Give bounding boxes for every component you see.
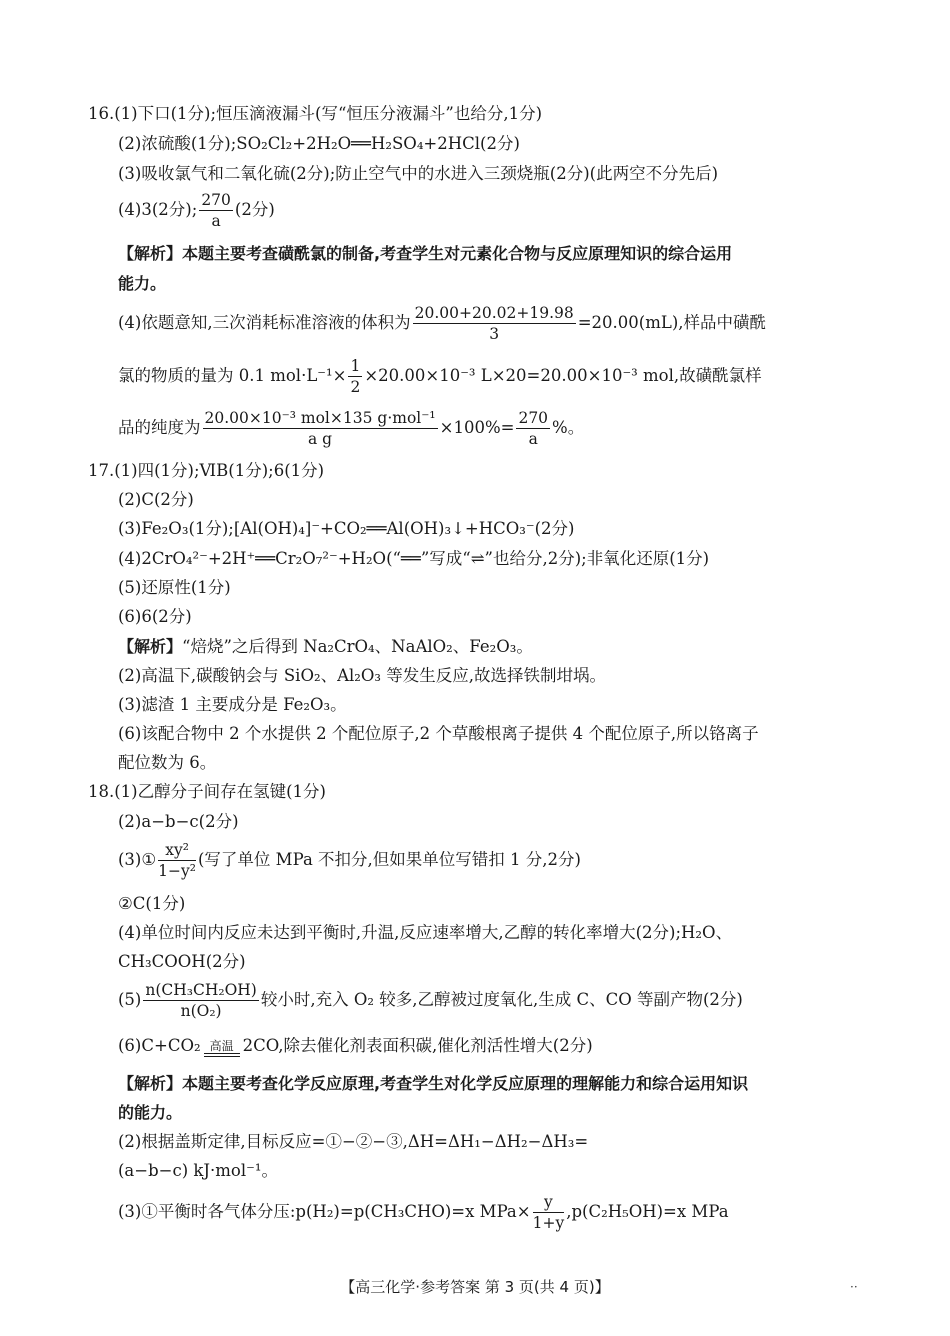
q17-line-3: (3)Fe₂O₃(1分);[Al(OH)₄]⁻+CO₂══Al(OH)₃↓+HCO₃⁻(2分) bbox=[118, 519, 575, 538]
q16-calc-3: 品的纯度为 $\frac{\text{20.00×10⁻³ mol×135 g·mol⁻¹}}{\text{a g}}$ ×100%= $\frac{270}{a}$ %。 bbox=[118, 409, 585, 448]
q16-calc-2: 氯的物质的量为 0.1 mol·L⁻¹× $\frac{1}{2}$ ×20.00×10⁻³ L×20=20.00×10⁻³ mol,故磺酰氯样 bbox=[118, 357, 762, 396]
q18-line-6: CH₃COOH(2分) bbox=[118, 952, 246, 971]
q18-analysis-5: (3)①平衡时各气体分压:p(H₂)=p(CH₃CHO)=x MPa× $\frac{y}{1+y}$ ,p(C₂H₅OH)=x MPa bbox=[118, 1193, 729, 1232]
fraction: $\frac{y}{1+y}$ bbox=[532, 1193, 565, 1232]
fraction: $\frac{\text{xy²}}{\text{1−y²}}$ bbox=[158, 841, 196, 880]
q18-analysis-3: (2)根据盖斯定律,目标反应=①−②−③,ΔH=ΔH₁−ΔH₂−ΔH₃= bbox=[118, 1132, 589, 1151]
q17-line-1: 17.(1)四(1分);ⅥB(1分);6(1分) bbox=[88, 461, 325, 480]
q16-line-4: (4)3(2分); $\frac{270}{a}$ (2分) bbox=[118, 191, 275, 230]
q17-line-4: (4)2CrO₄²⁻+2H⁺══Cr₂O₇²⁻+H₂O(“══”写成“⇌”也给分,2分);非氧化还原(1分) bbox=[118, 549, 710, 568]
fraction: $\frac{20.00+20.02+19.98}{3}$ bbox=[414, 304, 574, 343]
q17-analysis-2: (2)高温下,碳酸钠会与 SiO₂、Al₂O₃ 等发生反应,故选择铁制坩埚。 bbox=[118, 666, 607, 685]
fraction: $\frac{270}{a}$ bbox=[201, 191, 231, 230]
q17-line-2: (2)C(2分) bbox=[118, 490, 194, 509]
q18-analysis-1: 【解析】本题主要考查化学反应原理,考查学生对化学反应原理的理解能力和综合运用知识 bbox=[118, 1074, 749, 1093]
page-footer: 【高三化学·参考答案 第 3 页(共 4 页)】 bbox=[340, 1278, 610, 1296]
fraction: $\frac{\text{20.00×10⁻³ mol×135 g·mol⁻¹}}{\text{a g}}$ bbox=[204, 409, 436, 448]
equation-arrow: 高温 bbox=[204, 1040, 240, 1057]
q16-line-2: (2)浓硫酸(1分);SO₂Cl₂+2H₂O══H₂SO₄+2HCl(2分) bbox=[118, 134, 520, 153]
q18-analysis-2: 的能力。 bbox=[118, 1103, 183, 1122]
fraction: $\frac{\text{n(CH₃CH₂OH)}}{\text{n(O₂)}}$ bbox=[145, 981, 257, 1020]
q16-calc-1: (4)依题意知,三次消耗标准溶液的体积为 $\frac{20.00+20.02+19.98}{3}$ =20.00(mL),样品中磺酰 bbox=[118, 304, 767, 343]
q18-line-7: (5) $\frac{\text{n(CH₃CH₂OH)}}{\text{n(O₂)}}$ 较小时,充入 O₂ 较多,乙醇被过度氧化,生成 C、CO 等副产物(2分) bbox=[118, 981, 743, 1020]
q18-line-4: ②C(1分) bbox=[118, 894, 186, 913]
q16-l4-text: (4)3(2分); bbox=[118, 200, 198, 219]
q17-analysis-1: 【解析】“焙烧”之后得到 Na₂CrO₄、NaAlO₂、Fe₂O₃。 bbox=[118, 637, 533, 656]
fraction: $\frac{1}{2}$ bbox=[350, 357, 361, 396]
q18-analysis-4: (a−b−c) kJ·mol⁻¹。 bbox=[118, 1161, 278, 1180]
q16-analysis-1: 【解析】本题主要考查磺酰氯的制备,考查学生对元素化合物与反应原理知识的综合运用 bbox=[118, 244, 733, 263]
q17-line-5: (5)还原性(1分) bbox=[118, 578, 231, 597]
q17-line-6: (6)6(2分) bbox=[118, 607, 192, 626]
q16-line-3: (3)吸收氯气和二氧化硫(2分);防止空气中的水进入三颈烧瓶(2分)(此两空不分先后) bbox=[118, 164, 719, 183]
q16-analysis-2: 能力。 bbox=[118, 274, 167, 293]
q16-line-1: 16.(1)下口(1分);恒压滴液漏斗(写“恒压分液漏斗”也给分,1分) bbox=[88, 104, 543, 123]
q17-analysis-3: (3)滤渣 1 主要成分是 Fe₂O₃。 bbox=[118, 695, 347, 714]
q18-line-8: (6)C+CO₂ 高温 2CO,除去催化剂表面积碳,催化剂活性增大(2分) bbox=[118, 1036, 593, 1055]
q18-line-2: (2)a−b−c(2分) bbox=[118, 812, 239, 831]
q18-line-3: (3)① $\frac{\text{xy²}}{\text{1−y²}}$ (写了单位 MPa 不扣分,但如果单位写错扣 1 分,2分) bbox=[118, 841, 581, 880]
q17-analysis-4: (6)该配合物中 2 个水提供 2 个配位原子,2 个草酸根离子提供 4 个配位原子,所以铬离子 bbox=[118, 724, 759, 743]
corner-mark: ·· bbox=[850, 1280, 858, 1294]
q18-line-1: 18.(1)乙醇分子间存在氢键(1分) bbox=[88, 782, 326, 801]
q17-analysis-5: 配位数为 6。 bbox=[118, 753, 217, 772]
fraction: $\frac{270}{a}$ bbox=[518, 409, 549, 448]
q18-line-5: (4)单位时间内反应未达到平衡时,升温,反应速率增大,乙醇的转化率增大(2分);H₂O、 bbox=[118, 923, 733, 942]
